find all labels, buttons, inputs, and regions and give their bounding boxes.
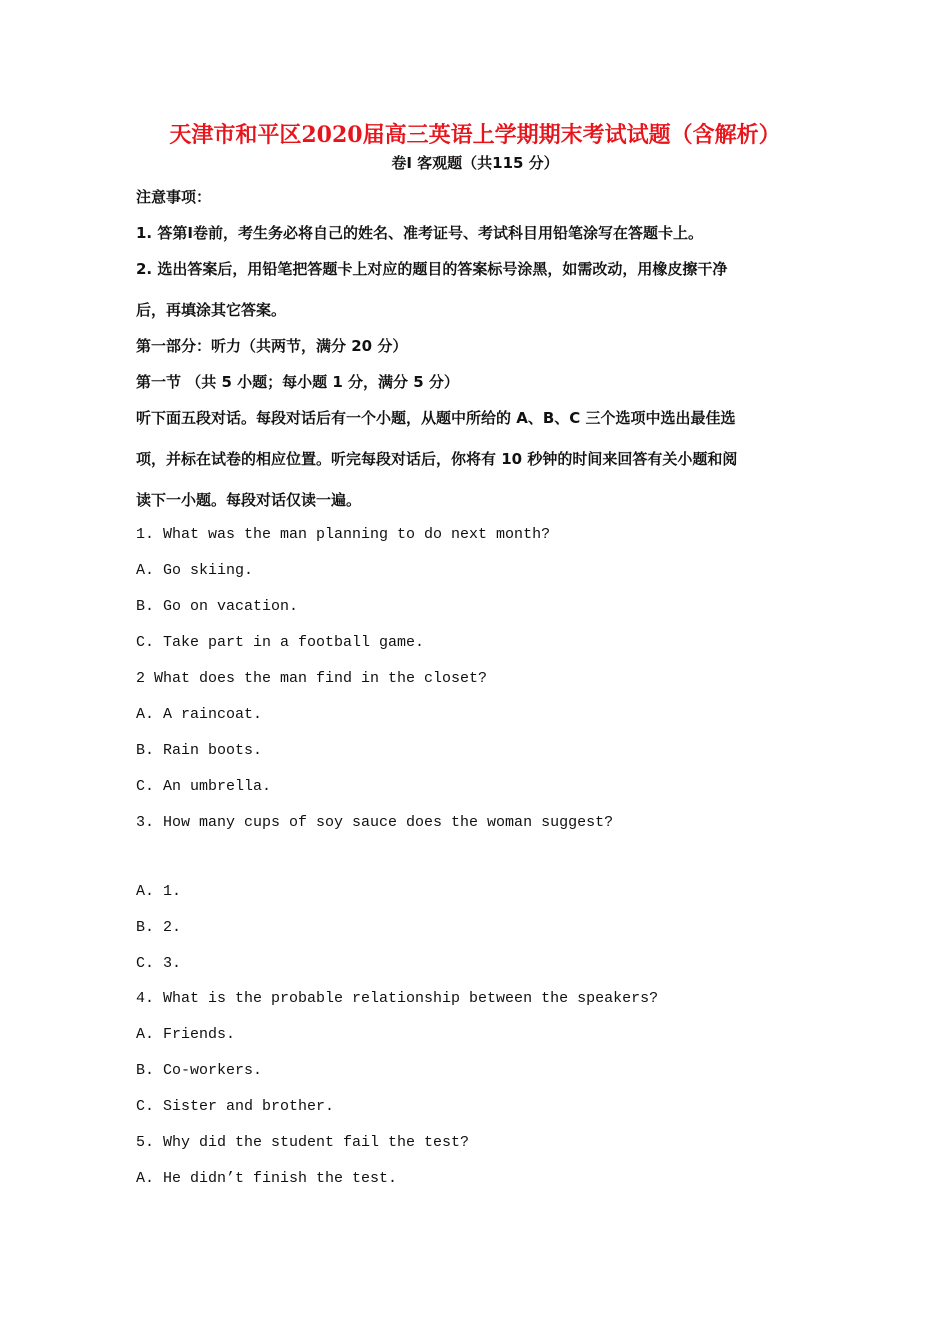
question-4-option-a: A. Friends. (136, 1026, 236, 1043)
question-4-option-b: B. Co-workers. (136, 1062, 263, 1079)
question-3-option-c: C. 3. (136, 955, 182, 972)
question-2-option-b: B. Rain boots. (136, 742, 263, 759)
question-5-option-a: A. He didn’t finish the test. (136, 1170, 398, 1187)
question-1-stem: 1. What was the man planning to do next month? (136, 526, 551, 543)
question-2-option-c: C. An umbrella. (136, 778, 272, 795)
question-3-option-a: A. 1. (136, 883, 182, 900)
question-2-option-a: A. A raincoat. (136, 706, 263, 723)
question-5-stem: 5. Why did the student fail the test? (136, 1134, 470, 1151)
question-1-option-b: B. Go on vacation. (136, 598, 299, 615)
question-3-stem: 3. How many cups of soy sauce does the woman suggest? (136, 814, 614, 831)
notice-item-2-line-1: 2. 选出答案后，用铅笔把答题卡上对应的题目的答案标号涂黑，如需改动，用橡皮擦干净 (136, 260, 728, 278)
notice-item-1: 1. 答第Ⅰ卷前，考生务必将自己的姓名、准考证号、考试科目用铅笔涂写在答题卡上。 (136, 224, 703, 242)
document-title: 天津市和平区2020届高三英语上学期期末考试试题（含解析） (169, 122, 781, 148)
question-4-stem: 4. What is the probable relationship between the speakers? (136, 990, 659, 1007)
question-3-option-b: B. 2. (136, 919, 182, 936)
question-2-stem: 2 What does the man find in the closet? (136, 670, 488, 687)
notice-heading: 注意事项： (136, 188, 212, 206)
document-subtitle: 卷Ⅰ 客观题（共115 分） (391, 154, 559, 172)
question-1-option-a: A. Go skiing. (136, 562, 254, 579)
notice-item-2-line-2: 后，再填涂其它答案。 (136, 301, 287, 319)
instructions-line-1: 听下面五段对话。每段对话后有一个小题，从题中所给的 A、B、C 三个选项中选出最佳选 (136, 409, 736, 427)
part-1-heading: 第一部分：听力（共两节，满分 20 分） (136, 337, 408, 355)
question-4-option-c: C. Sister and brother. (136, 1098, 335, 1115)
section-1-heading: 第一节 （共 5 小题；每小题 1 分，满分 5 分） (136, 373, 459, 391)
instructions-line-2: 项，并标在试卷的相应位置。听完每段对话后，你将有 10 秒钟的时间来回答有关小题和阅 (136, 450, 738, 468)
question-1-option-c: C. Take part in a football game. (136, 634, 425, 651)
instructions-line-3: 读下一小题。每段对话仅读一遍。 (136, 491, 362, 509)
